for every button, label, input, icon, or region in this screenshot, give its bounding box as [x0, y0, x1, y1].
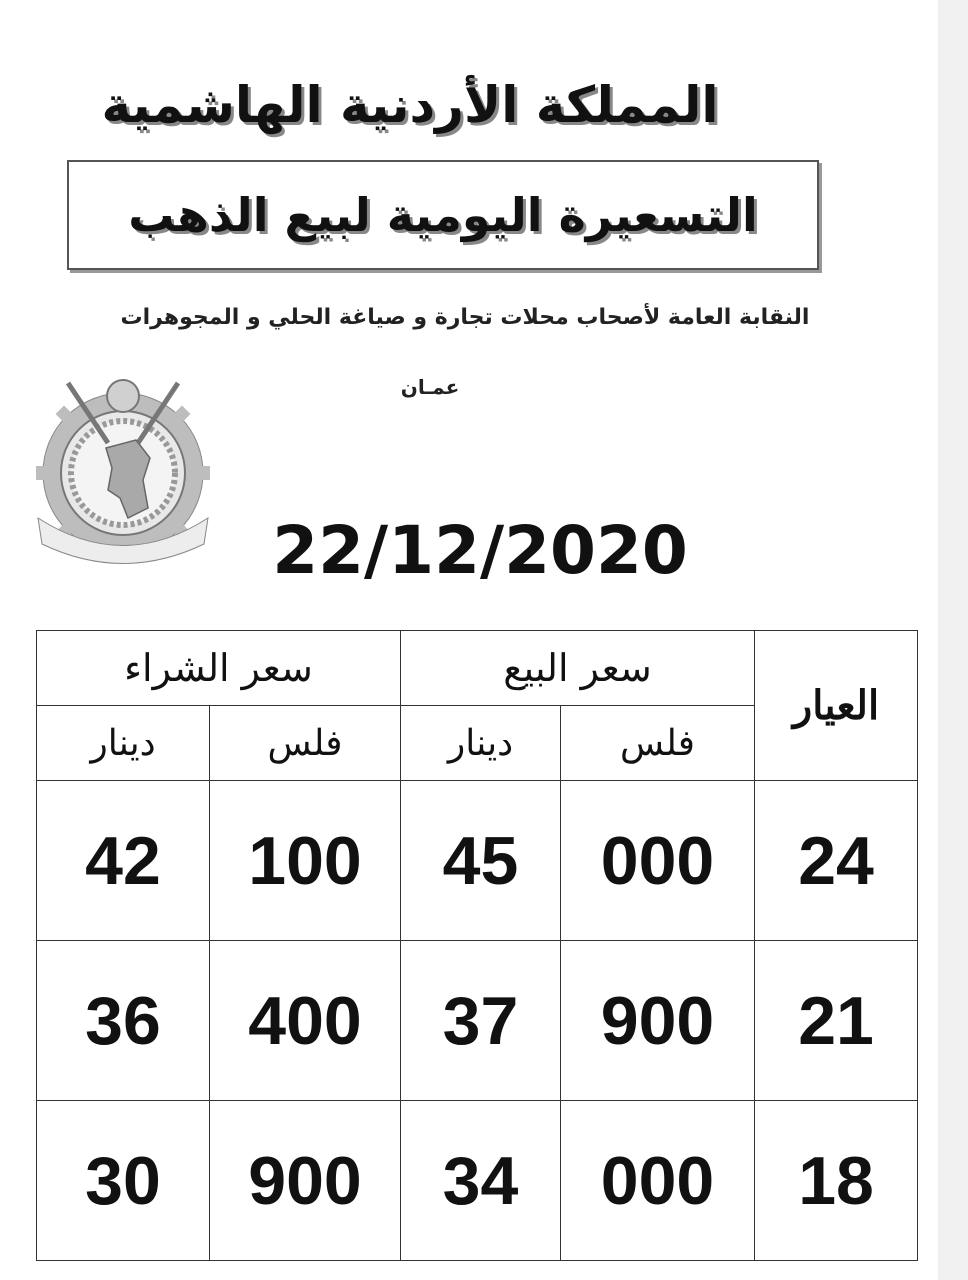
table-row: [37, 941, 918, 1101]
buy-price-header: سعر الشراء: [37, 631, 401, 706]
buy-fils-cell: 400: [210, 941, 401, 1101]
sell-fils-cell: 900: [561, 941, 755, 1101]
table-row: [37, 1101, 918, 1261]
karat-cell: 24: [755, 781, 918, 941]
buy-dinar-cell: 30: [37, 1101, 210, 1261]
sell-dinar-cell: 34: [401, 1101, 561, 1261]
pricing-date: 22/12/2020: [272, 512, 688, 589]
city-name: عمـان: [400, 375, 460, 399]
buy-dinar-cell: 36: [37, 941, 210, 1101]
sell-fils-cell: 000: [561, 1101, 755, 1261]
sell-dinar-cell: 37: [401, 941, 561, 1101]
table-row: [37, 781, 918, 941]
karat-cell: 18: [755, 1101, 918, 1261]
buy-fils-header: فلس: [210, 706, 401, 781]
page-edge-strip: [938, 0, 968, 1280]
sell-dinar-header: دينار: [401, 706, 561, 781]
syndicate-name: النقابة العامة لأصحاب محلات تجارة و صياغة الحلي و المجوهرات: [120, 305, 810, 330]
sell-fils-cell: 000: [561, 781, 755, 941]
buy-dinar-header: دينار: [37, 706, 210, 781]
pricing-title: التسعيرة اليومية لبيع الذهب: [128, 188, 758, 242]
buy-fils-cell: 900: [210, 1101, 401, 1261]
kingdom-title: المملكة الأردنية الهاشمية: [101, 76, 719, 134]
gold-price-table: [36, 630, 918, 1261]
sell-dinar-cell: 45: [401, 781, 561, 941]
karat-header: العيار: [755, 631, 918, 781]
table-header-row: [37, 631, 918, 706]
sell-fils-header: فلس: [561, 706, 755, 781]
title-box: [67, 160, 819, 270]
syndicate-emblem-gear-logo-icon: [28, 368, 218, 568]
buy-dinar-cell: 42: [37, 781, 210, 941]
buy-fils-cell: 100: [210, 781, 401, 941]
karat-cell: 21: [755, 941, 918, 1101]
sell-price-header: سعر البيع: [401, 631, 755, 706]
